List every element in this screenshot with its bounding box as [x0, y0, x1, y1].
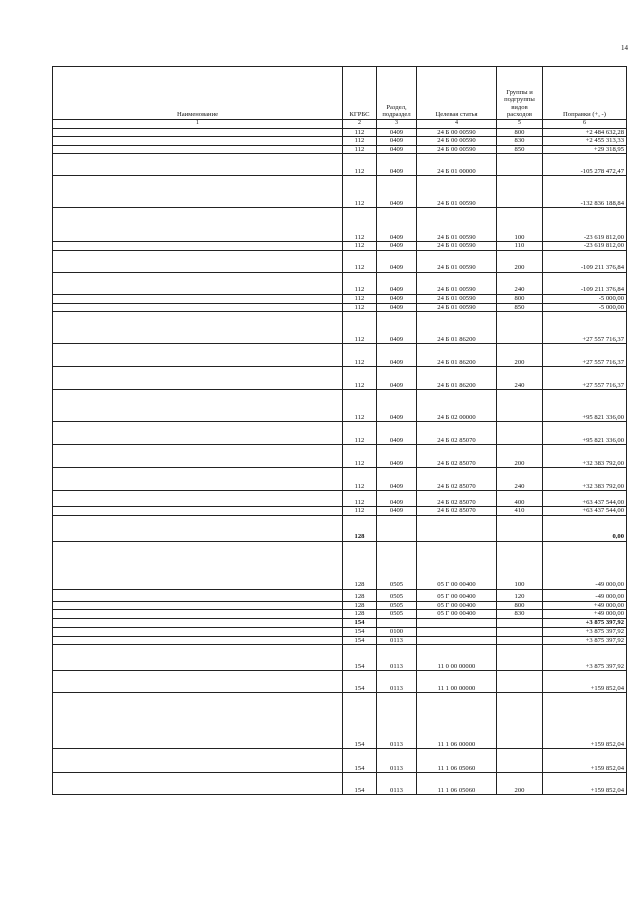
- row-kgrbs: 112: [343, 176, 377, 208]
- row-group: 800: [497, 601, 543, 610]
- row-kgrbs: 112: [343, 344, 377, 367]
- row-group: [497, 749, 543, 773]
- row-section: 0409: [377, 507, 417, 516]
- row-name: [53, 242, 343, 251]
- table-row: [53, 468, 627, 491]
- row-kgrbs: 128: [343, 515, 377, 541]
- row-kgrbs: 112: [343, 303, 377, 312]
- row-amendment: +95 821 336,00: [543, 390, 627, 422]
- row-kgrbs: 154: [343, 618, 377, 627]
- row-amendment: -23 619 812,00: [543, 242, 627, 251]
- row-section: 0113: [377, 749, 417, 773]
- row-section: 0409: [377, 344, 417, 367]
- table-row: [53, 645, 627, 671]
- row-section: 0409: [377, 445, 417, 468]
- row-group: [497, 390, 543, 422]
- row-target: 24 Б 02 85070: [417, 491, 497, 507]
- table-row: [53, 128, 627, 137]
- row-group: 110: [497, 242, 543, 251]
- row-section: 0505: [377, 541, 417, 589]
- row-section: 0409: [377, 294, 417, 303]
- row-target: 24 Б 00 00590: [417, 137, 497, 146]
- table-row: [53, 610, 627, 619]
- row-name: [53, 390, 343, 422]
- row-section: 0113: [377, 645, 417, 671]
- table-row: [53, 515, 627, 541]
- header-groups: Группы и подгруппы видов расходов: [497, 67, 543, 120]
- row-section: 0409: [377, 303, 417, 312]
- row-amendment: +3 875 397,92: [543, 618, 627, 627]
- row-target: 24 Б 00 00590: [417, 145, 497, 154]
- row-amendment: +3 875 397,92: [543, 645, 627, 671]
- row-amendment: +3 875 397,92: [543, 636, 627, 645]
- row-target: 24 Б 01 00590: [417, 250, 497, 272]
- row-amendment: +159 852,04: [543, 749, 627, 773]
- row-name: [53, 645, 343, 671]
- table-row: [53, 272, 627, 294]
- row-group: 850: [497, 145, 543, 154]
- row-name: [53, 272, 343, 294]
- row-group: 240: [497, 272, 543, 294]
- table-row: [53, 636, 627, 645]
- row-section: 0409: [377, 154, 417, 176]
- table-row: [53, 242, 627, 251]
- row-group: 200: [497, 250, 543, 272]
- row-target: 24 Б 01 00590: [417, 272, 497, 294]
- row-name: [53, 541, 343, 589]
- row-section: [377, 618, 417, 627]
- row-section: 0409: [377, 250, 417, 272]
- row-group: [497, 693, 543, 749]
- row-amendment: +27 557 716,37: [543, 312, 627, 344]
- row-group: 200: [497, 445, 543, 468]
- row-amendment: -109 211 376,84: [543, 250, 627, 272]
- row-target: 24 Б 01 86200: [417, 344, 497, 367]
- row-amendment: -132 836 188,84: [543, 176, 627, 208]
- row-group: 830: [497, 610, 543, 619]
- row-section: [377, 515, 417, 541]
- column-number: 1: [53, 120, 343, 129]
- row-amendment: +32 383 792,00: [543, 445, 627, 468]
- header-name: Наименование: [53, 67, 343, 120]
- row-kgrbs: 154: [343, 773, 377, 795]
- row-name: [53, 749, 343, 773]
- row-kgrbs: 112: [343, 312, 377, 344]
- row-section: 0505: [377, 610, 417, 619]
- table-row: [53, 145, 627, 154]
- row-target: 05 Г 00 00400: [417, 589, 497, 601]
- row-section: 0505: [377, 589, 417, 601]
- row-kgrbs: 112: [343, 491, 377, 507]
- row-name: [53, 618, 343, 627]
- row-name: [53, 671, 343, 693]
- row-amendment: +63 437 544,00: [543, 491, 627, 507]
- row-amendment: 0,00: [543, 515, 627, 541]
- row-target: 24 Б 01 00590: [417, 242, 497, 251]
- table-row: [53, 445, 627, 468]
- row-target: 11 1 00 00000: [417, 671, 497, 693]
- row-name: [53, 491, 343, 507]
- row-kgrbs: 112: [343, 367, 377, 390]
- row-target: 24 Б 02 85070: [417, 468, 497, 491]
- row-amendment: -49 000,00: [543, 589, 627, 601]
- row-kgrbs: 112: [343, 137, 377, 146]
- row-group: 400: [497, 491, 543, 507]
- row-section: 0409: [377, 145, 417, 154]
- row-kgrbs: 128: [343, 610, 377, 619]
- row-kgrbs: 154: [343, 671, 377, 693]
- row-section: 0409: [377, 491, 417, 507]
- table-row: [53, 693, 627, 749]
- row-group: [497, 422, 543, 445]
- row-kgrbs: 154: [343, 636, 377, 645]
- row-kgrbs: 112: [343, 272, 377, 294]
- table-row: [53, 618, 627, 627]
- row-section: 0409: [377, 422, 417, 445]
- row-group: 200: [497, 344, 543, 367]
- row-kgrbs: 154: [343, 645, 377, 671]
- row-amendment: +27 557 716,37: [543, 367, 627, 390]
- row-amendment: -5 000,00: [543, 294, 627, 303]
- row-section: 0409: [377, 128, 417, 137]
- row-kgrbs: 128: [343, 601, 377, 610]
- row-name: [53, 601, 343, 610]
- row-target: [417, 618, 497, 627]
- row-target: 11 1 06 00000: [417, 693, 497, 749]
- row-kgrbs: 112: [343, 128, 377, 137]
- table-body: [53, 128, 627, 795]
- table-row: [53, 176, 627, 208]
- row-group: [497, 636, 543, 645]
- column-number-row: [53, 120, 627, 129]
- row-name: [53, 208, 343, 242]
- column-number: 2: [343, 120, 377, 129]
- row-kgrbs: 154: [343, 627, 377, 636]
- table-row: [53, 303, 627, 312]
- table-row: [53, 154, 627, 176]
- row-kgrbs: 112: [343, 242, 377, 251]
- row-amendment: +63 437 544,00: [543, 507, 627, 516]
- row-section: 0409: [377, 137, 417, 146]
- row-target: 24 Б 01 00590: [417, 208, 497, 242]
- row-kgrbs: 112: [343, 445, 377, 468]
- row-kgrbs: 112: [343, 468, 377, 491]
- row-section: 0409: [377, 176, 417, 208]
- row-group: [497, 645, 543, 671]
- row-target: 24 Б 02 85070: [417, 445, 497, 468]
- row-target: 05 Г 00 00400: [417, 541, 497, 589]
- row-amendment: +159 852,04: [543, 671, 627, 693]
- table-row: [53, 367, 627, 390]
- row-name: [53, 773, 343, 795]
- row-group: 120: [497, 589, 543, 601]
- table-row: [53, 749, 627, 773]
- row-section: 0113: [377, 671, 417, 693]
- table-row: [53, 601, 627, 610]
- row-name: [53, 627, 343, 636]
- row-group: [497, 176, 543, 208]
- row-amendment: +95 821 336,00: [543, 422, 627, 445]
- row-name: [53, 344, 343, 367]
- row-group: [497, 515, 543, 541]
- row-name: [53, 367, 343, 390]
- row-kgrbs: 112: [343, 145, 377, 154]
- header-amendments: Поправки (+, -): [543, 67, 627, 120]
- row-group: [497, 154, 543, 176]
- row-kgrbs: 112: [343, 208, 377, 242]
- row-name: [53, 589, 343, 601]
- row-target: 11 1 06 05060: [417, 749, 497, 773]
- row-target: 24 Б 01 86200: [417, 367, 497, 390]
- header-kgrbs: КГРБС: [343, 67, 377, 120]
- row-amendment: -109 211 376,84: [543, 272, 627, 294]
- row-amendment: +159 852,04: [543, 693, 627, 749]
- row-group: [497, 618, 543, 627]
- header-target: Целевая статья: [417, 67, 497, 120]
- row-name: [53, 468, 343, 491]
- row-kgrbs: 112: [343, 250, 377, 272]
- row-kgrbs: 112: [343, 154, 377, 176]
- row-section: 0505: [377, 601, 417, 610]
- page-number: 14: [621, 44, 628, 52]
- row-amendment: +2 455 313,33: [543, 137, 627, 146]
- table-header-row: [53, 67, 627, 120]
- row-target: [417, 636, 497, 645]
- row-target: 11 0 00 00000: [417, 645, 497, 671]
- row-kgrbs: 128: [343, 589, 377, 601]
- row-group: 410: [497, 507, 543, 516]
- row-target: 24 Б 01 00590: [417, 303, 497, 312]
- row-amendment: -5 000,00: [543, 303, 627, 312]
- row-section: 0409: [377, 390, 417, 422]
- row-group: 100: [497, 208, 543, 242]
- row-kgrbs: 154: [343, 693, 377, 749]
- row-kgrbs: 112: [343, 390, 377, 422]
- row-section: 0113: [377, 636, 417, 645]
- row-target: 24 Б 02 00000: [417, 390, 497, 422]
- table-row: [53, 137, 627, 146]
- row-name: [53, 137, 343, 146]
- row-name: [53, 176, 343, 208]
- row-name: [53, 128, 343, 137]
- table-row: [53, 312, 627, 344]
- row-group: 240: [497, 468, 543, 491]
- row-name: [53, 445, 343, 468]
- table-row: [53, 589, 627, 601]
- row-amendment: +27 557 716,37: [543, 344, 627, 367]
- row-group: [497, 671, 543, 693]
- row-section: 0409: [377, 312, 417, 344]
- column-number: 6: [543, 120, 627, 129]
- row-kgrbs: 128: [343, 541, 377, 589]
- row-group: [497, 312, 543, 344]
- row-name: [53, 303, 343, 312]
- row-group: 800: [497, 294, 543, 303]
- row-kgrbs: 112: [343, 507, 377, 516]
- row-amendment: +49 000,00: [543, 601, 627, 610]
- row-section: 0409: [377, 468, 417, 491]
- row-amendment: +49 000,00: [543, 610, 627, 619]
- row-target: 24 Б 01 86200: [417, 312, 497, 344]
- table-row: [53, 208, 627, 242]
- row-target: 05 Г 00 00400: [417, 610, 497, 619]
- row-amendment: +32 383 792,00: [543, 468, 627, 491]
- table-row: [53, 671, 627, 693]
- table-row: [53, 422, 627, 445]
- budget-table: [52, 66, 627, 795]
- row-target: 24 Б 02 85070: [417, 507, 497, 516]
- row-target: 11 1 06 05060: [417, 773, 497, 795]
- column-number: 4: [417, 120, 497, 129]
- table-row: [53, 250, 627, 272]
- row-target: 24 Б 01 00590: [417, 294, 497, 303]
- row-group: 800: [497, 128, 543, 137]
- table-row: [53, 627, 627, 636]
- row-amendment: -49 000,00: [543, 541, 627, 589]
- row-section: 0409: [377, 242, 417, 251]
- row-section: 0113: [377, 773, 417, 795]
- row-group: 200: [497, 773, 543, 795]
- row-section: 0113: [377, 693, 417, 749]
- row-section: 0409: [377, 272, 417, 294]
- row-section: 0409: [377, 367, 417, 390]
- row-name: [53, 515, 343, 541]
- row-target: 24 Б 01 00590: [417, 176, 497, 208]
- row-section: 0409: [377, 208, 417, 242]
- table-row: [53, 390, 627, 422]
- row-amendment: +159 852,04: [543, 773, 627, 795]
- row-name: [53, 636, 343, 645]
- row-group: 850: [497, 303, 543, 312]
- row-group: 100: [497, 541, 543, 589]
- row-kgrbs: 112: [343, 294, 377, 303]
- row-name: [53, 312, 343, 344]
- header-section: Раздел, подраздел: [377, 67, 417, 120]
- row-group: [497, 627, 543, 636]
- row-section: 0100: [377, 627, 417, 636]
- table-row: [53, 344, 627, 367]
- row-name: [53, 250, 343, 272]
- row-amendment: -105 278 472,47: [543, 154, 627, 176]
- row-target: 24 Б 01 00000: [417, 154, 497, 176]
- row-kgrbs: 112: [343, 422, 377, 445]
- table-row: [53, 773, 627, 795]
- row-name: [53, 145, 343, 154]
- row-amendment: +29 318,95: [543, 145, 627, 154]
- row-amendment: +3 875 397,92: [543, 627, 627, 636]
- table-row: [53, 541, 627, 589]
- row-group: 830: [497, 137, 543, 146]
- column-number: 5: [497, 120, 543, 129]
- row-kgrbs: 154: [343, 749, 377, 773]
- column-number: 3: [377, 120, 417, 129]
- row-group: 240: [497, 367, 543, 390]
- row-target: 05 Г 00 00400: [417, 601, 497, 610]
- table-row: [53, 507, 627, 516]
- table-row: [53, 491, 627, 507]
- row-target: [417, 515, 497, 541]
- table-row: [53, 294, 627, 303]
- row-amendment: -23 619 812,00: [543, 208, 627, 242]
- row-target: [417, 627, 497, 636]
- row-name: [53, 507, 343, 516]
- row-name: [53, 154, 343, 176]
- row-target: 24 Б 00 00590: [417, 128, 497, 137]
- row-target: 24 Б 02 85070: [417, 422, 497, 445]
- row-name: [53, 693, 343, 749]
- row-amendment: +2 484 632,28: [543, 128, 627, 137]
- row-name: [53, 422, 343, 445]
- row-name: [53, 610, 343, 619]
- row-name: [53, 294, 343, 303]
